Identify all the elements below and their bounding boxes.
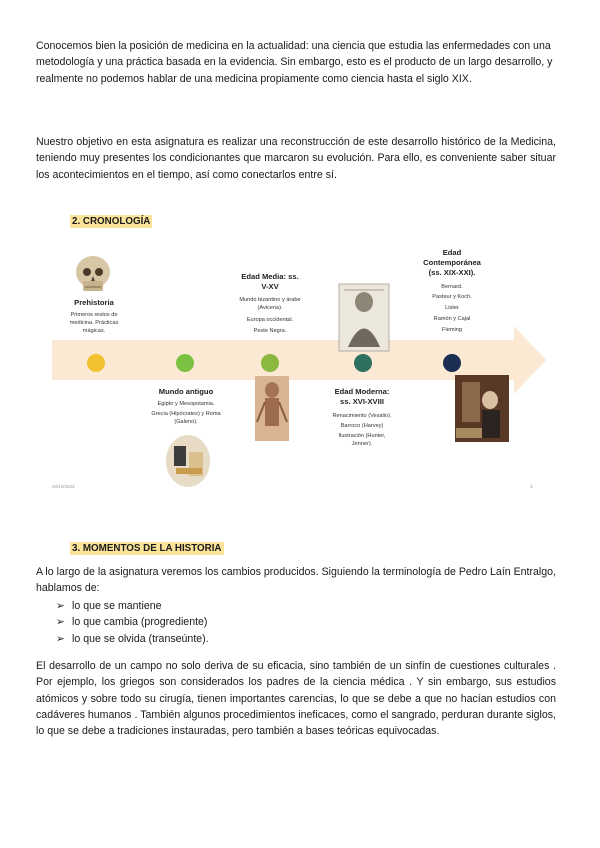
contemporanea-line-5: Fleming [442, 327, 462, 333]
arrow-bullet-icon: ➢ [56, 600, 65, 612]
contemporanea-line-2: Pasteur y Koch. [432, 294, 472, 300]
slide-page-number: 3 [530, 484, 533, 489]
intro-paragraph-2: Nuestro objetivo en esta asignatura es realizar una reconstrucción de este desarrollo histórico de la Medicina, teniendo muy presentes los condicionantes que marcaron su evolución. Para ello, es conveniente saber situar los acontecimientos en el tiempo, así como conectarlos entre sí. [36, 136, 556, 181]
moderna-title-1: Edad Moderna: [334, 387, 390, 396]
moderna-line-2: Barroco (Harvey) [340, 423, 384, 429]
media-title-1: Edad Media: ss. [241, 272, 299, 281]
medieval-portrait-image [339, 284, 389, 351]
egyptian-painting-image [166, 435, 210, 487]
prehistoria-text: Primeros restos de medicina. Prácticas mágicas. [69, 312, 119, 334]
scientist-lab-image [455, 375, 509, 442]
antiguo-line-2: Grecia (Hipócrates) y Roma (Galeno). [151, 411, 221, 425]
anatomy-drawing-image [255, 376, 289, 441]
section-heading-cronologia: 2. CRONOLOGÍA [72, 216, 151, 227]
contemporanea-line-1: Bernard. [441, 284, 463, 290]
media-title-2: V-XV [261, 282, 279, 291]
list-item: ➢ lo que se mantiene [56, 598, 209, 614]
media-line-1: Mundo bizantino y árabe (Avicena). [239, 297, 301, 311]
timeline-dot-contemporanea [443, 354, 461, 372]
arrow-bullet-icon: ➢ [56, 616, 65, 629]
slide-date: 20/10/2023 [52, 484, 75, 489]
list-item: ➢ lo que se olvida (transeúnte). [56, 631, 209, 647]
timeline-dot-prehistoria [87, 354, 105, 372]
intro-paragraph-1: Conocemos bien la posición de medicina en la actualidad: una ciencia que estudia las enfermedades con una metodología y una práctica basada en la evidencia. Sin embargo, esto es el producto de un largo desarrollo, y realmente no podemos hablar de una medicina propiamente como ciencia hasta el siglo XIX. [36, 40, 553, 85]
list-item: ➢ lo que cambia (progrediente) [56, 614, 209, 630]
bullet-list [56, 598, 209, 647]
prehistoria-title: Prehistoria [74, 298, 114, 307]
section3-paragraph: El desarrollo de un campo no solo deriva de su eficacia, sino también de un sinfín de cuestiones culturales . Por ejemplo, los griegos son considerados los padres de la ciencia médica . Y sin embargo, sus estudios atómicos y sobre todo su cirugía, tienen importantes carencias, lo que se debe a que no hacían estudios con cadáveres humanos . También algunos procedimientos ineficaces, como el sangrado, perduran durante siglos, lo que se debe a tradiciones instauradas, pero también a bases teóricas equivocadas. [36, 660, 556, 738]
media-line-3: Peste Negra. [253, 328, 287, 334]
moderna-line-1: Renacimiento (Vesalio). [332, 413, 392, 419]
contemporanea-title-3: (ss. XIX-XXI). [428, 268, 476, 277]
timeline-dot-antiguo [176, 354, 194, 372]
timeline-slide [52, 232, 548, 502]
section3-intro: A lo largo de la asignatura veremos los cambios producidos. Siguiendo la terminología de Pedro Laín Entralgo, hablamos de: [36, 566, 556, 595]
moderna-title-2: ss. XVI-XVIII [340, 397, 384, 406]
contemporanea-title-2: Contemporánea [423, 258, 481, 267]
timeline-dot-media [261, 354, 279, 372]
timeline-dot-moderna [354, 354, 372, 372]
arrow-bullet-icon: ➢ [56, 632, 65, 645]
contemporanea-line-3: Lister [445, 305, 459, 311]
contemporanea-title-1: Edad [442, 248, 462, 257]
antiguo-title: Mundo antiguo [158, 387, 214, 396]
media-line-2: Europa occidental. [246, 317, 294, 323]
contemporanea-line-4: Ramón y Cajal [433, 316, 471, 322]
skull-image [76, 256, 110, 291]
section-heading-momentos: 3. MOMENTOS DE LA HISTORIA [72, 543, 222, 554]
moderna-line-3: Ilustración (Hunter, Jenner). [338, 433, 386, 447]
antiguo-line-1: Egipto y Mesopotamia. [157, 401, 215, 407]
